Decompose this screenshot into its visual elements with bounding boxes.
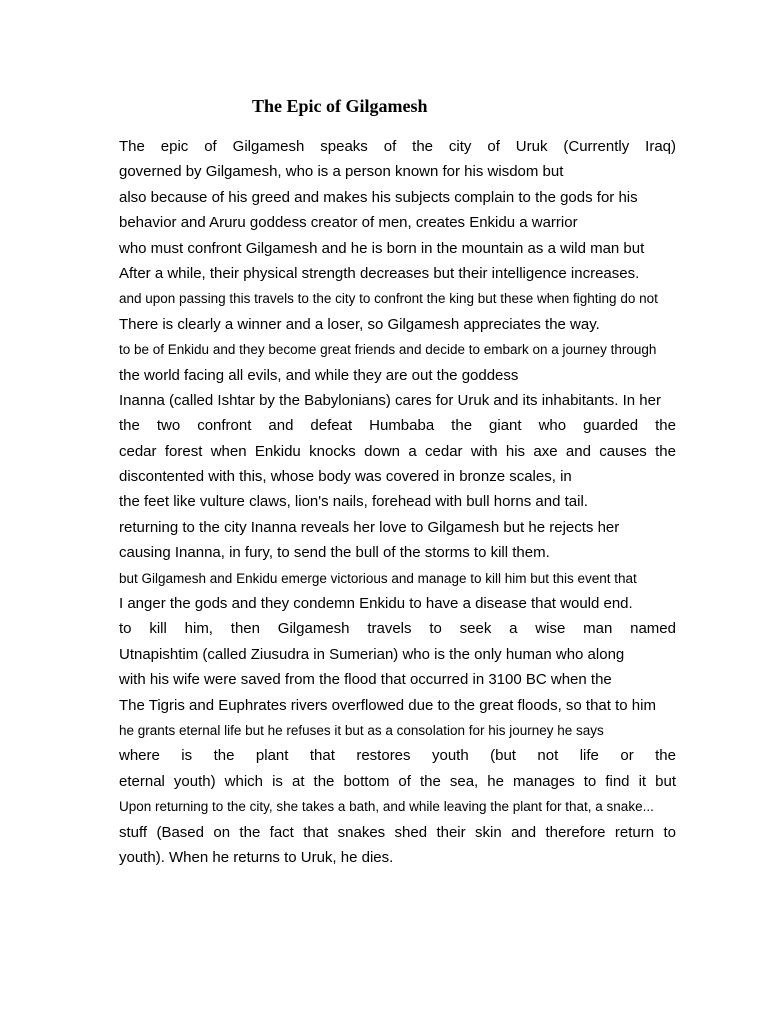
text-line: returning to the city Inanna reveals her love to Gilgamesh but he rejects her [119,518,620,536]
text-line: After a while, their physical strength decreases but their intelligence increases. [119,264,640,282]
body-text [119,134,676,870]
text-line: There is clearly a winner and a loser, so Gilgamesh appreciates the way. [119,315,600,333]
text-line: discontented with this, whose body was covered in bronze scales, in [119,468,572,486]
text-line: the two confront and defeat Humbaba the giant who guarded the [119,417,676,435]
text-line: with his wife were saved from the flood that occurred in 3100 BC when the [119,671,612,689]
text-line: and upon passing this travels to the city to confront the king but these when fighting do not [119,291,658,307]
text-line: youth). When he returns to Uruk, he dies. [119,848,394,866]
page-title: The Epic of Gilgamesh [252,96,428,116]
text-line: The Tigris and Euphrates rivers overflowed due to the great floods, so that to him [119,696,656,714]
text-line: stuff (Based on the fact that snakes shed their skin and therefore return to [119,823,676,841]
text-line: also because of his greed and makes his subjects complain to the gods for his [119,188,638,206]
text-line: causing Inanna, in fury, to send the bull of the storms to kill them. [119,544,550,562]
text-line: eternal youth) which is at the bottom of the sea, he manages to find it but [119,772,676,790]
text-line: to be of Enkidu and they become great friends and decide to embark on a journey through [119,342,657,358]
text-line: who must confront Gilgamesh and he is born in the mountain as a wild man but [119,239,645,257]
text-line: behavior and Aruru goddess creator of men, creates Enkidu a warrior [119,214,578,232]
text-line: Upon returning to the city, she takes a bath, and while leaving the plant for that, a snake... [119,799,654,815]
text-line: the feet like vulture claws, lion's nails, forehead with bull horns and tail. [119,493,588,511]
text-line: Utnapishtim (called Ziusudra in Sumerian) who is the only human who along [119,645,625,663]
text-line: he grants eternal life but he refuses it but as a consolation for his journey he says [119,722,604,738]
text-line: to kill him, then Gilgamesh travels to seek a wise man named [119,620,676,638]
text-line: but Gilgamesh and Enkidu emerge victorious and manage to kill him but this event that [119,570,637,586]
text-line: the world facing all evils, and while they are out the goddess [119,366,519,384]
text-line: where is the plant that restores youth (but not life or the [119,747,676,765]
text-line: I anger the gods and they condemn Enkidu to have a disease that would end. [119,595,633,613]
text-line: governed by Gilgamesh, who is a person known for his wisdom but [119,163,564,181]
text-line: cedar forest when Enkidu knocks down a cedar with his axe and causes the [119,442,676,460]
text-line: Inanna (called Ishtar by the Babylonians) cares for Uruk and its inhabitants. In her [119,391,661,409]
text-line: The epic of Gilgamesh speaks of the city of Uruk (Currently Iraq) [119,138,676,155]
